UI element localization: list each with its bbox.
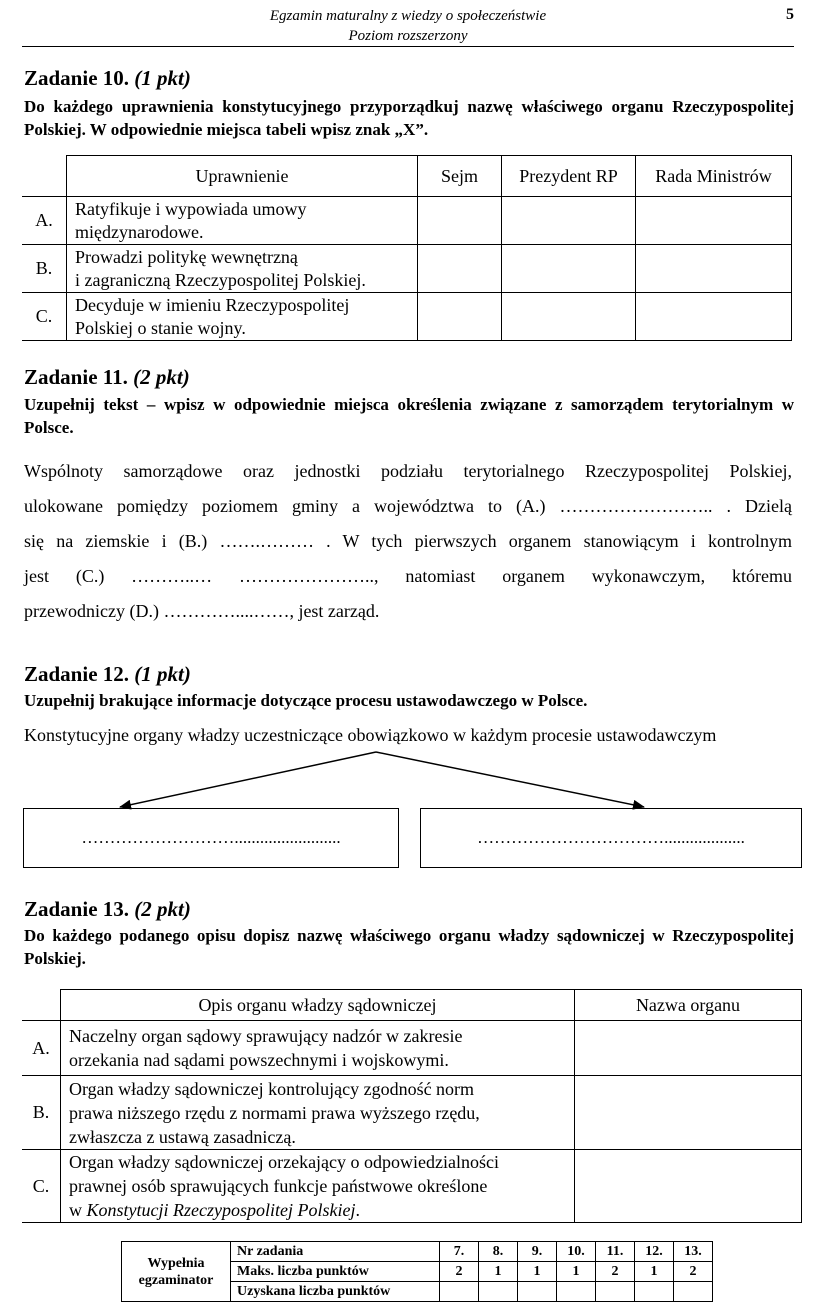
description-line: Organ władzy sądowniczej kontrolujący zgodność norm (69, 1078, 475, 1099)
task-13-number: Zadanie 13. (24, 897, 130, 921)
obtained-points-cell[interactable] (479, 1282, 518, 1302)
table-row (22, 293, 792, 341)
answer-box-left[interactable] (23, 808, 399, 868)
row-letter: A. (22, 197, 67, 245)
task-number-cell: 13. (674, 1242, 713, 1262)
row-description (61, 1150, 575, 1223)
row-description (67, 245, 418, 293)
table-header-row (22, 156, 792, 197)
text-line: Wspólnoty samorządowe oraz jednostki podziału terytorialnego Rzeczypospolitej Polskiej, (24, 461, 792, 481)
arrow-left (120, 752, 376, 807)
task-11-instruction: Uzupełnij tekst – wpisz w odpowiednie miejsca określenia związane z samorządem terytorialnym w Polsce. (24, 395, 794, 437)
max-points-cell: 2 (674, 1262, 713, 1282)
answer-cell-sejm[interactable] (418, 245, 502, 293)
answer-placeholder: ……………………………................... (477, 828, 745, 847)
max-points-cell: 1 (518, 1262, 557, 1282)
header-divider (22, 46, 794, 47)
examiner-label: Wypełnia egzaminator (122, 1242, 231, 1302)
row-description (61, 1021, 575, 1076)
description-line: Polskiej o stanie wojny. (75, 317, 246, 338)
task-13-table (22, 989, 802, 1223)
text-line: jest (C.) ………..… ………………….., natomiast organem wykonawczym, któremu (24, 566, 792, 586)
header-sejm: Sejm (418, 156, 502, 197)
header-prezydent: Prezydent RP (502, 156, 636, 197)
answer-cell-rada[interactable] (636, 293, 792, 341)
task-number-cell: 12. (635, 1242, 674, 1262)
page-header (22, 6, 794, 46)
description-line (69, 1198, 574, 1222)
task-number-cell: 8. (479, 1242, 518, 1262)
description-line: prawa niższego rzędu z normami prawa wyższego rzędu, (69, 1102, 480, 1123)
description-line: międzynarodowe. (75, 221, 204, 242)
answer-cell-prezydent[interactable] (502, 293, 636, 341)
task-12-title (24, 662, 191, 687)
task-number-cell: 9. (518, 1242, 557, 1262)
description-text: w (69, 1200, 87, 1220)
score-row-label: Uzyskana liczba punktów (231, 1282, 440, 1302)
max-points-cell: 1 (557, 1262, 596, 1282)
task-11-number: Zadanie 11. (24, 365, 128, 389)
task-13-instruction: Do każdego podanego opisu dopisz nazwę właściwego organu władzy sądowniczej w Rzeczypospolitej Polskiej. (24, 926, 794, 968)
score-row-task-numbers (122, 1242, 713, 1262)
description-line: Decyduje w imieniu Rzeczypospolitej (75, 294, 350, 315)
description-line: zwłaszcza z ustawą zasadniczą. (69, 1126, 296, 1147)
task-10-table (22, 155, 792, 341)
row-letter: C. (22, 293, 67, 341)
row-letter: C. (22, 1150, 61, 1223)
answer-cell-rada[interactable] (636, 245, 792, 293)
max-points-cell: 1 (479, 1262, 518, 1282)
header-exam-title: Egzamin maturalny z wiedzy o społeczeństwie (269, 8, 547, 24)
task-10-title (24, 66, 191, 91)
description-line: Organ władzy sądowniczej orzekający o odpowiedzialności (69, 1152, 500, 1172)
task-10-instruction: Do każdego uprawnienia konstytucyjnego przyporządkuj nazwę właściwego organu Rzeczypospolitej Polskiej. W odpowiednie miejsca tabeli wpisz znak „X”. (24, 97, 794, 139)
max-points-cell: 1 (635, 1262, 674, 1282)
task-12-instruction: Uzupełnij brakujące informacje dotyczące procesu ustawodawczego w Polsce. (24, 691, 588, 710)
table-row (22, 1076, 802, 1150)
text-line: ulokowane pomiędzy poziomem gminy a województwa to (A.) …………………….. . Dzielą (24, 496, 792, 516)
task-13-points: (2 pkt) (134, 897, 191, 921)
header-opis: Opis organu władzy sądowniczej (61, 990, 575, 1021)
score-row-label: Maks. liczba punktów (231, 1262, 440, 1282)
table-row (22, 1150, 802, 1223)
answer-cell-sejm[interactable] (418, 293, 502, 341)
obtained-points-cell[interactable] (440, 1282, 479, 1302)
task-11-fill-text[interactable] (24, 454, 792, 629)
task-12-number: Zadanie 12. (24, 662, 130, 686)
description-text: . (355, 1200, 360, 1220)
row-letter: B. (22, 1076, 61, 1150)
row-letter: B. (22, 245, 67, 293)
header-uprawnienie: Uprawnienie (67, 156, 418, 197)
obtained-points-cell[interactable] (518, 1282, 557, 1302)
answer-cell-nazwa[interactable] (575, 1021, 802, 1076)
description-line: i zagraniczną Rzeczypospolitej Polskiej. (75, 269, 366, 290)
answer-cell-prezydent[interactable] (502, 197, 636, 245)
task-number-cell: 10. (557, 1242, 596, 1262)
obtained-points-cell[interactable] (557, 1282, 596, 1302)
obtained-points-cell[interactable] (674, 1282, 713, 1302)
answer-cell-rada[interactable] (636, 197, 792, 245)
row-description (61, 1076, 575, 1150)
table-row (22, 197, 792, 245)
max-points-cell: 2 (440, 1262, 479, 1282)
empty-corner-cell (22, 990, 61, 1021)
row-description (67, 197, 418, 245)
max-points-cell: 2 (596, 1262, 635, 1282)
task-12-text: Konstytucyjne organy władzy uczestniczące obowiązkowo w każdym procesie ustawodawczym (24, 725, 717, 745)
row-description (67, 293, 418, 341)
arrow-right (376, 752, 644, 807)
task-13-title (24, 897, 191, 922)
task-11-title (24, 365, 190, 390)
text-line: przewodniczy (D.) …………....……, jest zarząd. (24, 601, 380, 621)
score-row-label: Nr zadania (231, 1242, 440, 1262)
empty-corner-cell (22, 156, 67, 197)
header-level: Poziom rozszerzony (348, 28, 468, 44)
description-line: Ratyfikuje i wypowiada umowy (75, 198, 307, 219)
table-row (22, 245, 792, 293)
table-row (22, 1021, 802, 1076)
task-12-points: (1 pkt) (134, 662, 191, 686)
description-line: Prowadzi politykę wewnętrzną (75, 246, 298, 267)
header-rada-ministrow: Rada Ministrów (636, 156, 792, 197)
answer-box-right[interactable] (420, 808, 802, 868)
answer-cell-prezydent[interactable] (502, 245, 636, 293)
task-10-points: (1 pkt) (134, 66, 191, 90)
score-table (121, 1241, 713, 1302)
task-number-cell: 11. (596, 1242, 635, 1262)
answer-placeholder: ………………………......................... (81, 828, 341, 847)
header-nazwa-organu: Nazwa organu (575, 990, 802, 1021)
description-line: Naczelny organ sądowy sprawujący nadzór w zakresie (69, 1026, 463, 1046)
task-11-points: (2 pkt) (133, 365, 190, 389)
constitution-title: Konstytucji Rzeczypospolitej Polskiej (86, 1200, 356, 1220)
answer-cell-nazwa[interactable] (575, 1076, 802, 1150)
table-header-row (22, 990, 802, 1021)
text-line: się na ziemskie i (B.) …….……… . W tych pierwszych organem stanowiącym i kontrolnym (24, 531, 792, 551)
obtained-points-cell[interactable] (635, 1282, 674, 1302)
row-letter: A. (22, 1021, 61, 1076)
answer-cell-nazwa[interactable] (575, 1150, 802, 1223)
task-number-cell: 7. (440, 1242, 479, 1262)
obtained-points-cell[interactable] (596, 1282, 635, 1302)
description-line: prawnej osób sprawujących funkcje państwowe określone (69, 1176, 488, 1196)
page-number: 5 (786, 6, 794, 23)
description-line: orzekania nad sądami powszechnymi i wojskowymi. (69, 1050, 449, 1070)
answer-cell-sejm[interactable] (418, 197, 502, 245)
task-10-number: Zadanie 10. (24, 66, 130, 90)
